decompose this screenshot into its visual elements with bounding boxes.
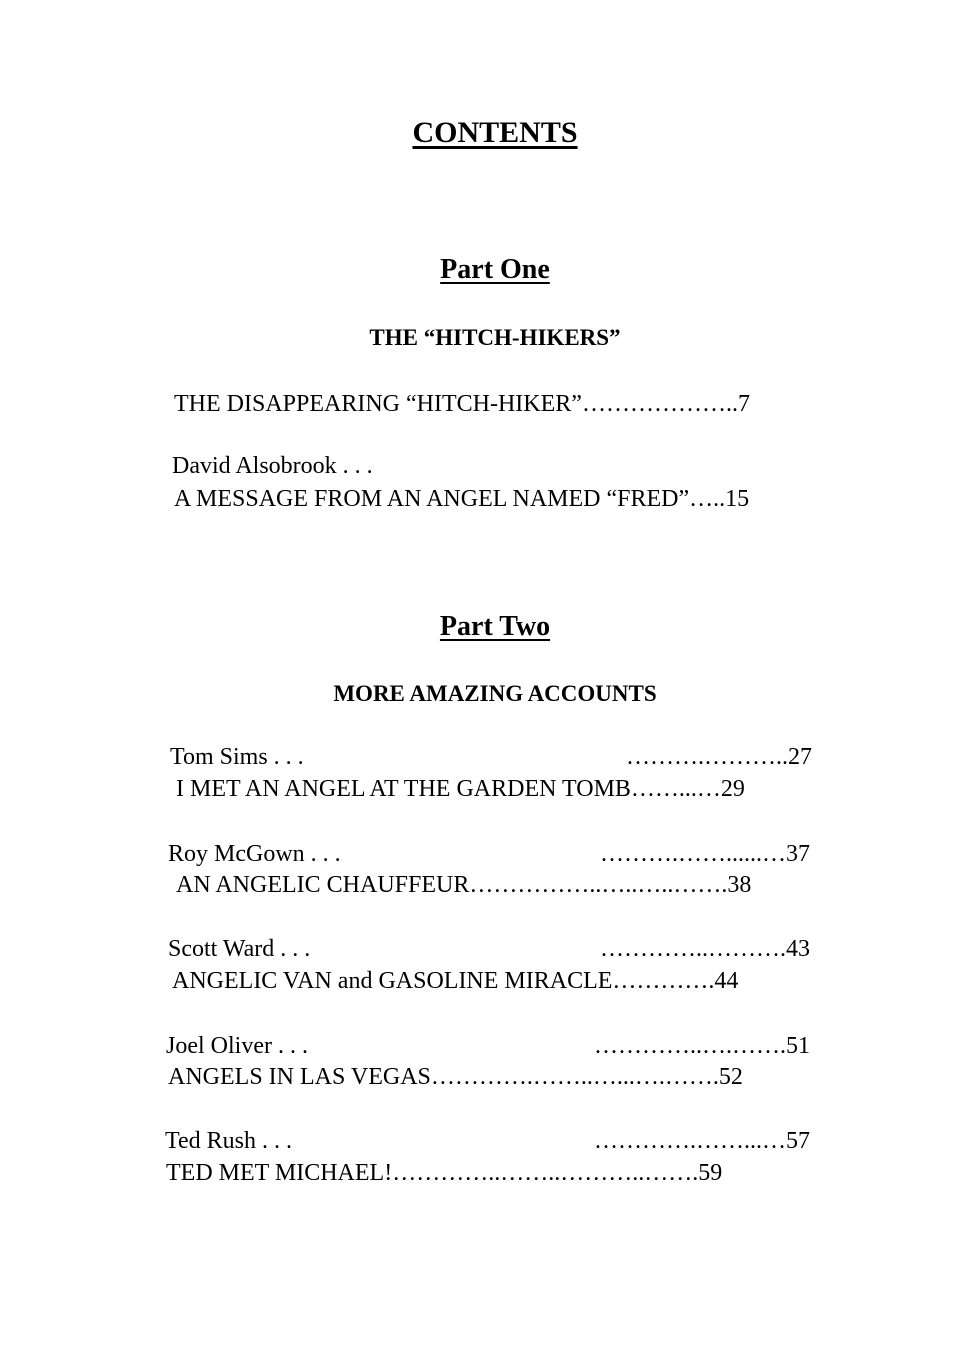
toc-page-tom-sims: ……….………..27: [626, 744, 812, 770]
toc-author-ted-rush: Ted Rush . . .: [165, 1128, 292, 1154]
toc-author-roy-mcgown: Roy McGown . . .: [168, 841, 341, 867]
toc-entry-angelic-van: ANGELIC VAN and GASOLINE MIRACLE………….44: [172, 968, 739, 994]
toc-entry-angels-in-las-vegas: ANGELS IN LAS VEGAS………….……..…...….…….52: [168, 1064, 743, 1090]
toc-entry-message-from-angel: A MESSAGE FROM AN ANGEL NAMED “FRED”…..15: [174, 486, 750, 512]
toc-page-roy-mcgown: ……….……......…37: [600, 841, 810, 867]
toc-author-tom-sims: Tom Sims . . .: [170, 744, 304, 770]
toc-author-joel-oliver: Joel Oliver . . .: [166, 1033, 308, 1059]
toc-page-ted-rush: ………….……...…57: [594, 1128, 810, 1154]
toc-author-scott-ward: Scott Ward . . .: [168, 936, 311, 962]
toc-entry-disappearing-hitch-hiker: THE DISAPPEARING “HITCH-HIKER”………………..7: [174, 391, 750, 417]
part-two-subheading: MORE AMAZING ACCOUNTS: [333, 681, 657, 706]
toc-author-david-alsobrook: David Alsobrook . . .: [172, 453, 373, 479]
toc-page-joel-oliver: …………..….…….51: [594, 1033, 810, 1059]
toc-entry-garden-tomb: I MET AN ANGEL AT THE GARDEN TOMB……...…29: [176, 776, 745, 802]
part-one-subheading: THE “HITCH-HIKERS”: [369, 325, 621, 350]
page-title: CONTENTS: [412, 116, 578, 149]
toc-page-scott-ward: …………..……….43: [600, 936, 810, 962]
part-one-heading: Part One: [440, 254, 550, 285]
toc-entry-angelic-chauffeur: AN ANGELIC CHAUFFEUR……………..…..…..…….38: [176, 872, 752, 898]
part-two-heading: Part Two: [439, 611, 551, 642]
toc-entry-ted-met-michael: TED MET MICHAEL!…………..……..………..…….59: [166, 1160, 723, 1186]
